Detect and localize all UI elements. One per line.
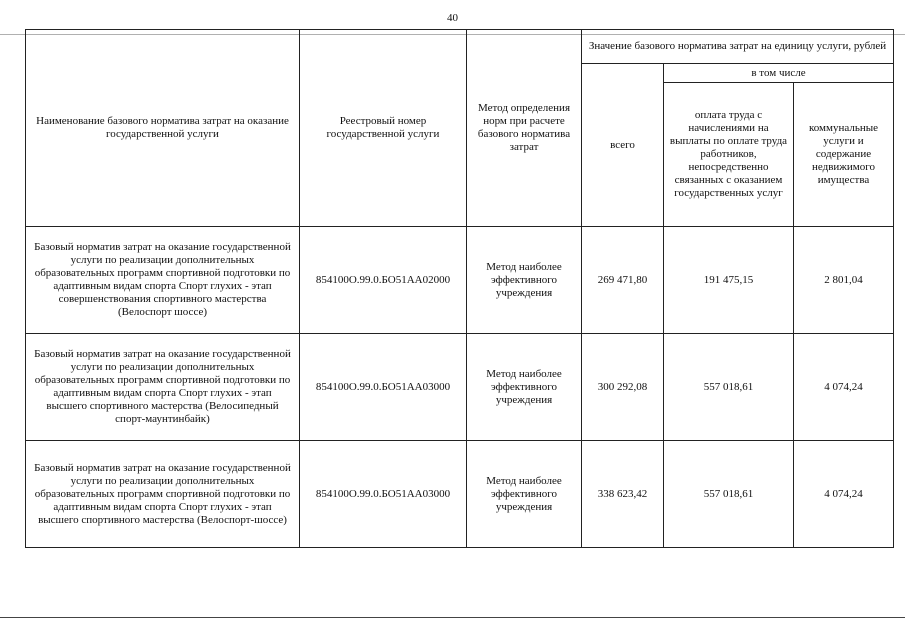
cell-labor: 191 475,15 xyxy=(664,227,794,334)
header-method: Метод определения норм при расчете базового норматива затрат xyxy=(467,30,582,227)
cell-labor: 557 018,61 xyxy=(664,441,794,548)
cell-registry: 854100О.99.0.БО51АА03000 xyxy=(300,441,467,548)
cell-registry: 854100О.99.0.БО51АА03000 xyxy=(300,334,467,441)
scan-line-bottom xyxy=(0,617,905,618)
cell-utilities: 4 074,24 xyxy=(794,441,894,548)
header-utilities: коммунальные услуги и содержание недвижимого имущества xyxy=(794,83,894,227)
norms-table xyxy=(25,29,894,548)
cell-method: Метод наиболее эффективного учреждения xyxy=(467,441,582,548)
table-row xyxy=(26,227,894,334)
cell-name: Базовый норматив затрат на оказание государственной услуги по реализации дополнительных образовательных программ спортивной подготовки по адаптивным видам спорта Спорт глухих - этап совершенствования спортивного мастерства (Велоспорт шоссе) xyxy=(26,227,300,334)
header-value-group: Значение базового норматива затрат на единицу услуги, рублей xyxy=(582,30,894,64)
header-labor: оплата труда с начислениями на выплаты по оплате труда работников, непосредственно связанных с оказанием государственных услуг xyxy=(664,83,794,227)
cell-total: 269 471,80 xyxy=(582,227,664,334)
cell-utilities: 4 074,24 xyxy=(794,334,894,441)
cell-utilities: 2 801,04 xyxy=(794,227,894,334)
cell-registry: 854100О.99.0.БО51АА02000 xyxy=(300,227,467,334)
header-total: всего xyxy=(582,64,664,227)
cell-method: Метод наиболее эффективного учреждения xyxy=(467,334,582,441)
page-number: 40 xyxy=(447,12,458,24)
cell-method: Метод наиболее эффективного учреждения xyxy=(467,227,582,334)
table-row xyxy=(26,441,894,548)
cell-total: 300 292,08 xyxy=(582,334,664,441)
table-row xyxy=(26,334,894,441)
cell-name: Базовый норматив затрат на оказание государственной услуги по реализации дополнительных образовательных программ спортивной подготовки по адаптивным видам спорта Спорт глухих - этап высшего спортивного мастерства (Велоспорт-шоссе) xyxy=(26,441,300,548)
header-including: в том числе xyxy=(664,64,894,83)
cell-total: 338 623,42 xyxy=(582,441,664,548)
header-registry: Реестровый номер государственной услуги xyxy=(300,30,467,227)
header-name: Наименование базового норматива затрат на оказание государственной услуги xyxy=(26,30,300,227)
cell-name: Базовый норматив затрат на оказание государственной услуги по реализации дополнительных образовательных программ спортивной подготовки по адаптивным видам спорта Спорт глухих - этап высшего спортивного мастерства (Велосипедный спорт-маунтинбайк) xyxy=(26,334,300,441)
cell-labor: 557 018,61 xyxy=(664,334,794,441)
